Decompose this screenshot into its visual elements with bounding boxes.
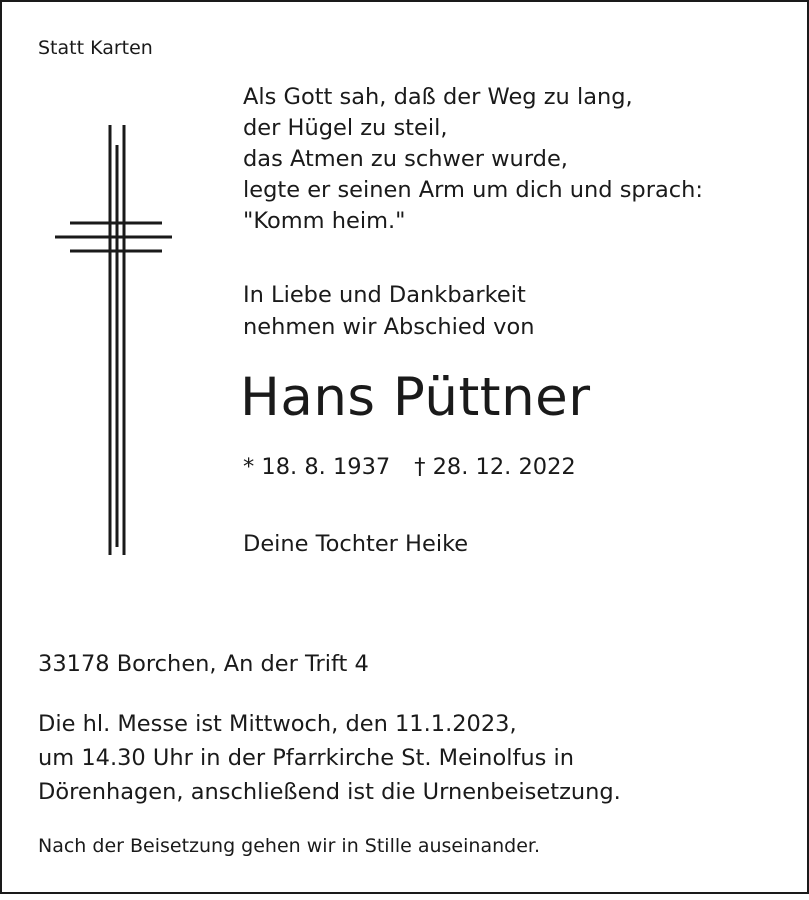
birth-date: * 18. 8. 1937 <box>243 454 391 480</box>
header-statt-karten: Statt Karten <box>38 37 153 59</box>
latin-cross-icon <box>50 120 180 560</box>
death-date: † 28. 12. 2022 <box>414 454 576 480</box>
closing-note: Nach der Beisetzung gehen wir in Stille auseinander. <box>38 835 540 857</box>
signature: Deine Tochter Heike <box>243 531 469 557</box>
poem-line: Als Gott sah, daß der Weg zu lang, <box>243 84 633 110</box>
poem-line: der Hügel zu steil, <box>243 115 448 141</box>
deceased-name: Hans Püttner <box>240 367 591 428</box>
address: 33178 Borchen, An der Trift 4 <box>38 651 369 677</box>
poem-line: das Atmen zu schwer wurde, <box>243 146 568 172</box>
service-info <box>38 707 621 809</box>
life-dates <box>243 452 576 482</box>
intro-line: nehmen wir Abschied von <box>243 314 535 340</box>
intro-line: In Liebe und Dankbarkeit <box>243 282 526 308</box>
poem-line: "Komm heim." <box>243 208 406 234</box>
intro-text <box>243 279 535 343</box>
service-line: Dörenhagen, anschließend ist die Urnenbeisetzung. <box>38 779 621 805</box>
poem-line: legte er seinen Arm um dich und sprach: <box>243 177 703 203</box>
service-line: Die hl. Messe ist Mittwoch, den 11.1.2023, <box>38 711 517 737</box>
service-line: um 14.30 Uhr in der Pfarrkirche St. Meinolfus in <box>38 745 575 771</box>
poem <box>243 82 703 237</box>
